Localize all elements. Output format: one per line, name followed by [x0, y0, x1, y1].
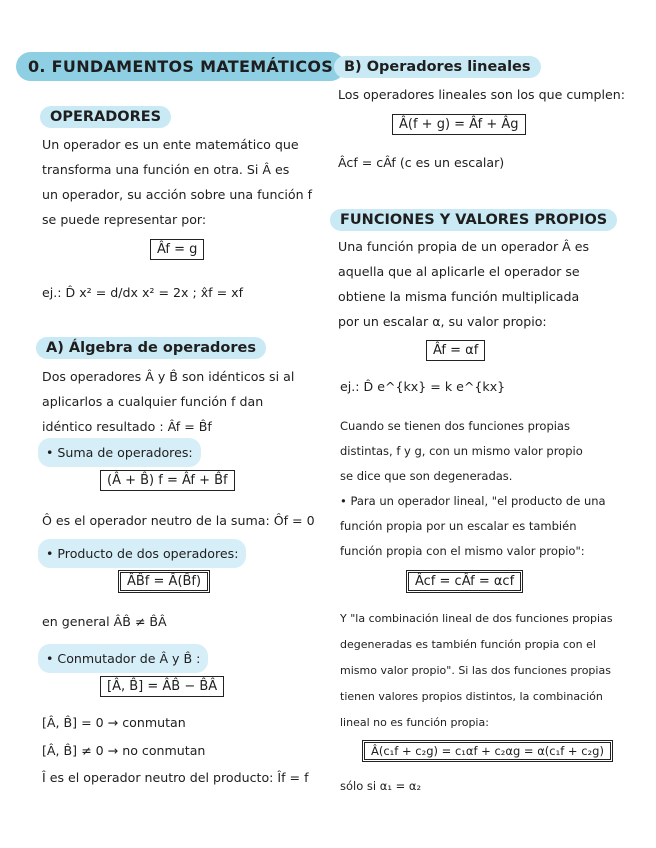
funciones-paragraph: [338, 234, 589, 334]
conmutador-formula: [Â, B̂] = ÂB̂ − B̂Â: [100, 676, 224, 697]
funciones-line: aquella que al aplicarle el operador se: [338, 264, 580, 279]
producto-label: • Producto de dos operadores:: [38, 539, 246, 568]
lineales-formula-2: Âcf = cÂf (c es un escalar): [338, 155, 505, 170]
eigen-formula: Âf = αf: [426, 340, 485, 361]
combinacion-line: mismo valor propio". Si las dos funciones propias: [340, 664, 611, 677]
lineales-intro: Los operadores lineales son los que cumplen:: [338, 87, 625, 102]
combinacion-line: degeneradas es también función propia con el: [340, 638, 596, 651]
conmutador-label: • Conmutador de Â y B̂ :: [38, 644, 208, 673]
combinacion-line: lineal no es función propia:: [340, 716, 489, 729]
combinacion-formula: Â(c₁f + c₂g) = c₁αf + c₂αg = α(c₁f + c₂g): [362, 740, 613, 762]
operadores-line: se puede representar por:: [42, 212, 207, 227]
operadores-heading: OPERADORES: [40, 106, 171, 128]
lineales-formula-1: Â(f + g) = Âf + Âg: [392, 114, 526, 135]
degeneradas-paragraph: [340, 414, 606, 564]
operadores-line: Un operador es un ente matemático que: [42, 137, 299, 152]
operadores-line: un operador, su acción sobre una función f: [42, 187, 313, 202]
algebra-line: Dos operadores Â y B̂ son idénticos si al: [42, 369, 295, 384]
degeneradas-line: se dice que son degeneradas.: [340, 469, 513, 483]
combinacion-line: tienen valores propios distintos, la combinación: [340, 690, 603, 703]
producto-formula: ÂB̂f = Â(B̂f): [118, 570, 210, 593]
degeneradas-line: función propia con el mismo valor propio":: [340, 544, 585, 558]
degeneradas-line: distintas, f y g, con un mismo valor propio: [340, 444, 583, 458]
algebra-paragraph: [42, 364, 294, 439]
no-conmutan-line: [Â, B̂] ≠ 0 → no conmutan: [42, 743, 206, 758]
algebra-line: aplicarlos a cualquier función f dan: [42, 394, 264, 409]
lineales-heading: B) Operadores lineales: [334, 56, 541, 78]
funciones-line: Una función propia de un operador Â es: [338, 239, 590, 254]
combinacion-paragraph: [340, 606, 613, 736]
neutro-producto-line: Î es el operador neutro del producto: Îf = f: [42, 770, 309, 785]
degeneradas-line: función propia por un escalar es también: [340, 519, 577, 533]
funciones-heading: FUNCIONES Y VALORES PROPIOS: [330, 209, 617, 231]
operadores-line: transforma una función en otra. Si Â es: [42, 162, 290, 177]
algebra-heading: A) Álgebra de operadores: [36, 337, 266, 359]
conmutan-line: [Â, B̂] = 0 → conmutan: [42, 715, 186, 730]
combinacion-line: Y "la combinación lineal de dos funciones propias: [340, 612, 613, 625]
operadores-paragraph: [42, 132, 312, 232]
funciones-line: por un escalar α, su valor propio:: [338, 314, 547, 329]
producto-general: en general ÂB̂ ≠ B̂Â: [42, 614, 167, 629]
operadores-example: ej.: D̂ x² = d/dx x² = 2x ; x̂f = xf: [42, 285, 244, 300]
algebra-line: idéntico resultado : Âf = B̂f: [42, 419, 212, 434]
degeneradas-line: Cuando se tienen dos funciones propias: [340, 419, 570, 433]
page-title: 0. FUNDAMENTOS MATEMÁTICOS: [16, 52, 345, 81]
funciones-line: obtiene la misma función multiplicada: [338, 289, 580, 304]
condicion-line: sólo si α₁ = α₂: [340, 779, 422, 793]
suma-label: • Suma de operadores:: [38, 438, 201, 467]
degeneradas-line: • Para un operador lineal, "el producto de una: [340, 494, 606, 508]
funciones-example: ej.: D̂ e^{kx} = k e^{kx}: [340, 379, 506, 394]
escalar-formula: Âcf = cÂf = αcf: [406, 570, 523, 593]
suma-formula: (Â + B̂) f = Âf + B̂f: [100, 470, 235, 491]
suma-neutro: Ô es el operador neutro de la suma: Ôf = 0: [42, 513, 315, 528]
operator-definition-formula: Âf = g: [150, 239, 204, 260]
